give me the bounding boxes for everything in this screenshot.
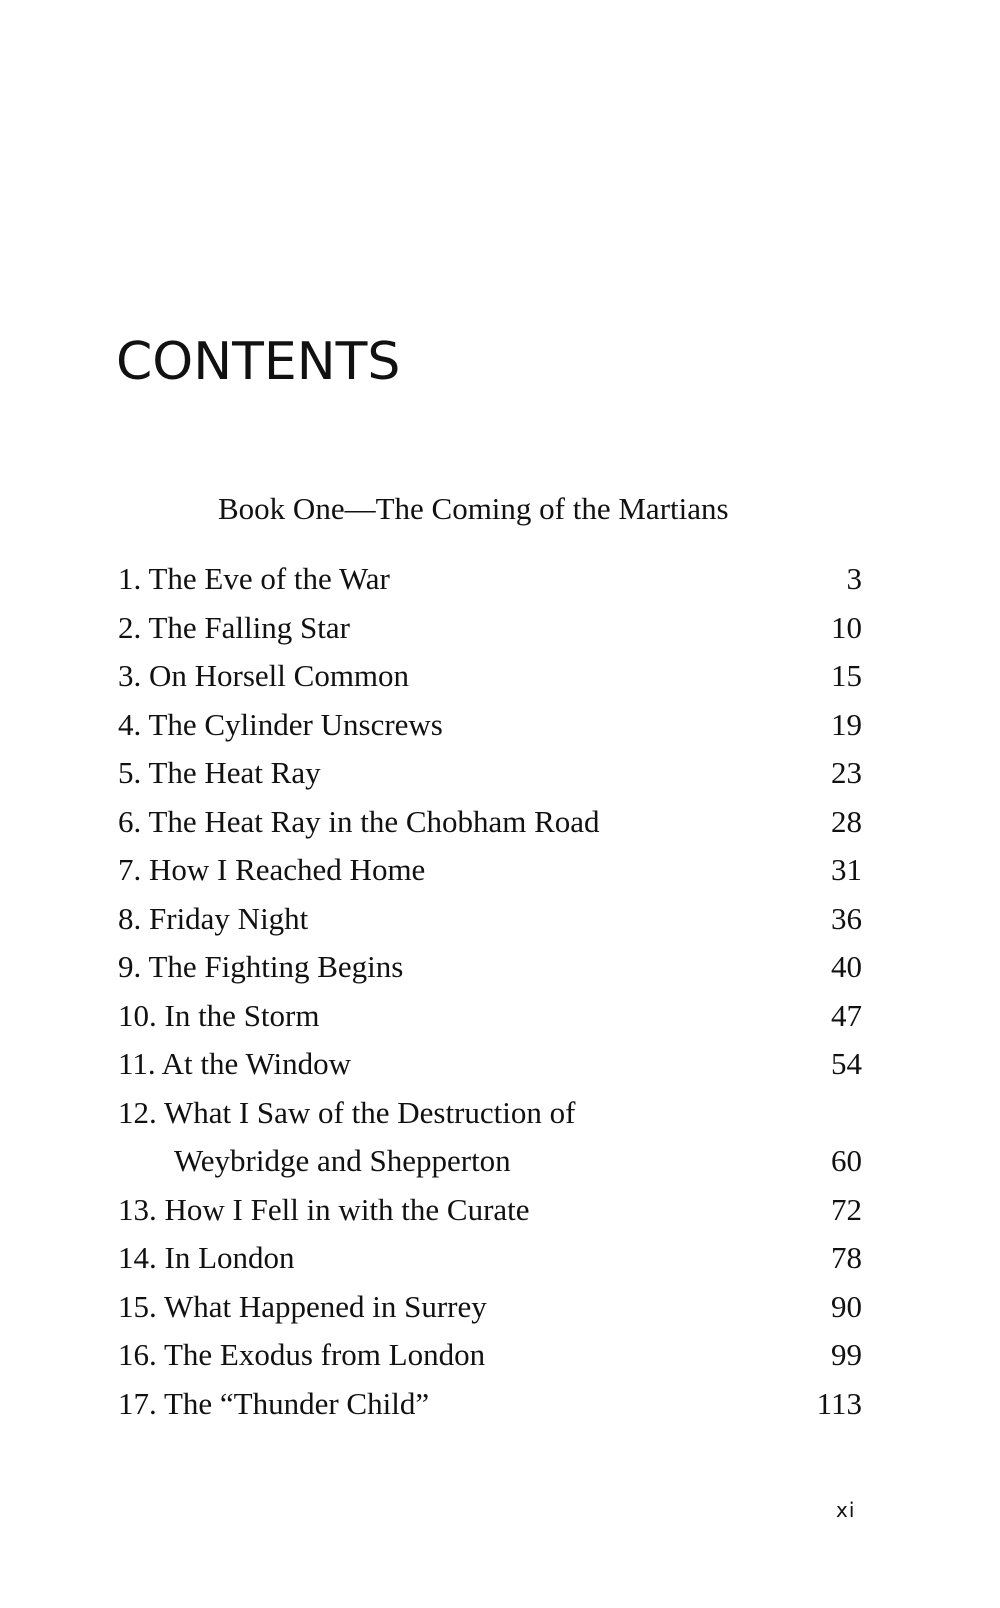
toc-entry-title: 1. The Eve of the War xyxy=(118,561,390,596)
page-title: CONTENTS xyxy=(116,332,401,392)
toc-entry-title-continued: Weybridge and Shepperton xyxy=(174,1143,511,1178)
toc-entry-page: 47 xyxy=(831,997,862,1033)
toc-entry-title: 4. The Cylinder Unscrews xyxy=(118,706,443,742)
toc-entry-page: 36 xyxy=(831,900,862,936)
page-number: xi xyxy=(836,1498,856,1522)
toc-entry xyxy=(118,754,862,803)
toc-entry-page: 28 xyxy=(831,803,862,839)
toc-entry-title: 2. The Falling Star xyxy=(118,609,350,645)
toc-entry-page: 60 xyxy=(831,1143,862,1178)
toc-entry-page: 72 xyxy=(831,1191,862,1227)
toc-entry-title: 12. What I Saw of the Destruction of xyxy=(118,1094,576,1130)
table-of-contents xyxy=(118,560,862,1433)
toc-entry-page: 15 xyxy=(831,658,862,693)
toc-entry xyxy=(118,1045,862,1094)
toc-entry-page: 99 xyxy=(831,1337,862,1372)
toc-entry-title: 3. On Horsell Common xyxy=(118,658,410,693)
toc-entry-title: 15. What Happened in Surrey xyxy=(118,1288,487,1324)
toc-entry xyxy=(118,1094,862,1191)
toc-entry-title: 7. How I Reached Home xyxy=(118,852,426,887)
toc-entry xyxy=(118,948,862,997)
toc-entry-page: 19 xyxy=(831,706,862,742)
toc-entry xyxy=(118,997,862,1046)
toc-entry xyxy=(118,900,862,949)
toc-entry-page: 78 xyxy=(831,1240,862,1275)
toc-entry-title: 9. The Fighting Begins xyxy=(118,949,404,984)
toc-entry xyxy=(118,851,862,900)
toc-entry-title: 6. The Heat Ray in the Chobham Road xyxy=(118,803,600,839)
toc-entry xyxy=(118,706,862,755)
toc-entry-page: 31 xyxy=(831,852,862,887)
toc-entry-page: 54 xyxy=(831,1046,862,1081)
toc-entry-page: 113 xyxy=(816,1385,862,1421)
toc-entry xyxy=(118,1239,862,1288)
toc-entry xyxy=(118,1385,862,1434)
toc-entry-page: 90 xyxy=(831,1288,862,1324)
toc-entry-title: 17. The “Thunder Child” xyxy=(118,1385,430,1421)
toc-entry-page: 40 xyxy=(831,949,862,984)
book-heading: Book One—The Coming of the Martians xyxy=(218,491,729,526)
toc-entry-title: 8. Friday Night xyxy=(118,900,309,936)
toc-entry xyxy=(118,609,862,658)
toc-entry-title: 14. In London xyxy=(118,1240,295,1275)
toc-entry-title: 11. At the Window xyxy=(118,1046,351,1081)
toc-entry-title: 13. How I Fell in with the Curate xyxy=(118,1191,530,1227)
toc-entry xyxy=(118,1336,862,1385)
toc-entry-title: 10. In the Storm xyxy=(118,997,320,1033)
toc-entry xyxy=(118,560,862,609)
toc-entry-title: 16. The Exodus from London xyxy=(118,1337,486,1372)
toc-entry-title: 5. The Heat Ray xyxy=(118,755,321,790)
toc-entry xyxy=(118,1191,862,1240)
toc-entry xyxy=(118,657,862,706)
toc-entry-page: 10 xyxy=(831,609,862,645)
toc-entry-page: 3 xyxy=(846,561,862,596)
toc-entry xyxy=(118,803,862,852)
toc-entry xyxy=(118,1288,862,1337)
toc-entry-page: 23 xyxy=(831,755,862,790)
